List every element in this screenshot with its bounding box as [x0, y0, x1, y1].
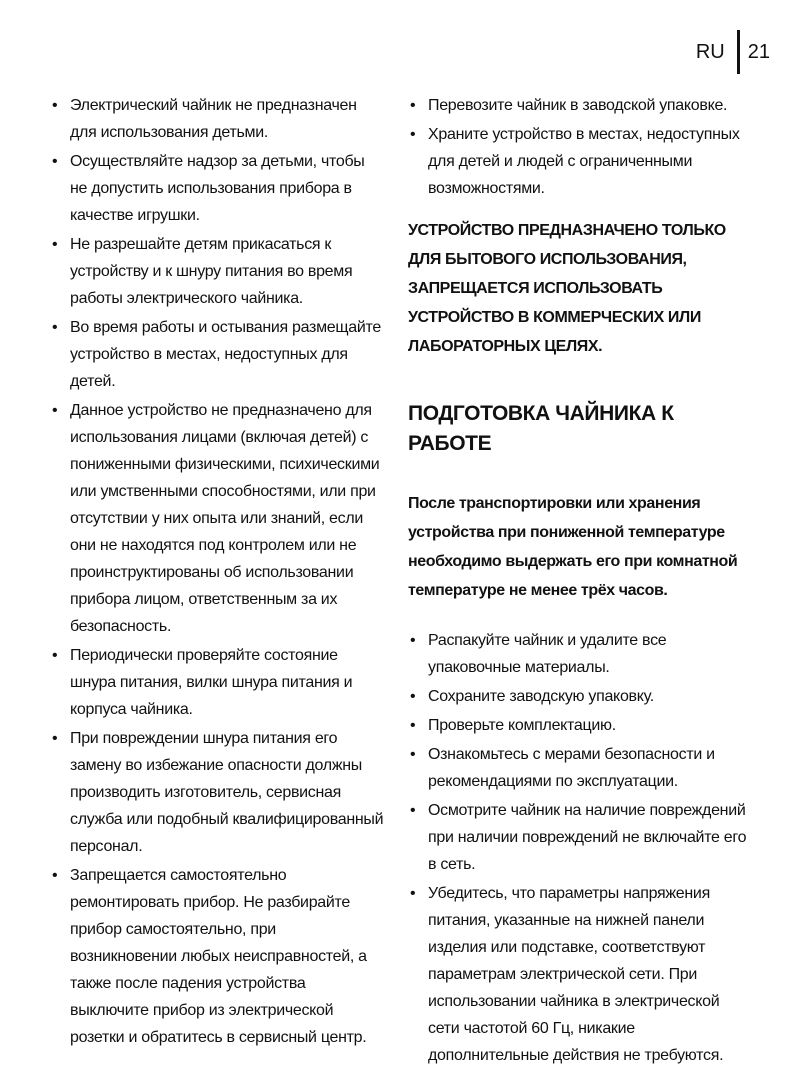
language-code: RU — [695, 40, 725, 63]
right-column — [408, 92, 750, 1071]
list-item: • Убедитесь, что параметры напряжения питания, указанные на нижней панели изделия или подставке, соответствуют параметрам электрической сети. При использовании чайника в электрической сети частотой 60 Гц, никакие дополнительные действия не требуются. — [408, 880, 750, 1069]
preparation-list — [408, 627, 750, 1069]
list-item: • Проверьте комплектацию. — [408, 712, 750, 739]
list-item: • При повреждении шнура питания его замену во избежание опасности должны производить изготовитель, сервисная служба или подобный квалифицированный персонал. — [50, 725, 385, 860]
list-item: • Ознакомьтесь с мерами безопасности и рекомендациями по эксплуатации. — [408, 741, 750, 795]
list-item: • Во время работы и остывания размещайте устройство в местах, недоступных для детей. — [50, 314, 385, 395]
page-header — [696, 30, 770, 74]
list-item: • Перевозите чайник в заводской упаковке. — [408, 92, 750, 119]
list-item: • Не разрешайте детям прикасаться к устройству и к шнуру питания во время работы электрического чайника. — [50, 231, 385, 312]
safety-list — [50, 92, 385, 1051]
list-item: • Осмотрите чайник на наличие повреждений при наличии повреждений не включайте его в сеть. — [408, 797, 750, 878]
list-item: • Периодически проверяйте состояние шнура питания, вилки шнура питания и корпуса чайника. — [50, 642, 385, 723]
list-item: • Распакуйте чайник и удалите все упаковочные материалы. — [408, 627, 750, 681]
preparation-lead: После транспортировки или хранения устройства при пониженной температуре необходимо выдержать его при комнатной температуре не менее трёх часов. — [408, 495, 738, 599]
list-item: • Электрический чайник не предназначен для использования детьми. — [50, 92, 385, 146]
left-column — [50, 92, 385, 1053]
section-title: ПОДГОТОВКА ЧАЙНИКА К РАБОТЕ — [408, 402, 674, 455]
list-item: • Сохраните заводскую упаковку. — [408, 683, 750, 710]
page-number: 21 — [747, 40, 770, 63]
list-item: • Храните устройство в местах, недоступных для детей и людей с ограниченными возможностями. — [408, 121, 750, 202]
list-item: • Данное устройство не предназначено для использования лицами (включая детей) с пониженными физическими, психическими или умственными способностями, или при отсутствии у них опыта или знаний, если они не находятся под контролем или не проинструктированы об использовании прибора лицом, ответственным за их безопасность. — [50, 397, 385, 640]
transport-list — [408, 92, 750, 202]
list-item: • Осуществляйте надзор за детьми, чтобы не допустить использования прибора в качестве игрушки. — [50, 148, 385, 229]
list-item: • Запрещается самостоятельно ремонтировать прибор. Не разбирайте прибор самостоятельно, при возникновении любых неисправностей, а также после падения устройства выключите прибор из электрической розетки и обратитесь в сервисный центр. — [50, 862, 385, 1051]
household-use-notice: УСТРОЙСТВО ПРЕДНАЗНАЧЕНО ТОЛЬКО ДЛЯ БЫТОВОГО ИСПОЛЬЗОВАНИЯ, ЗАПРЕЩАЕТСЯ ИСПОЛЬЗОВАТЬ УСТРОЙСТВО В КОММЕРЧЕСКИХ ИЛИ ЛАБОРАТОРНЫХ ЦЕЛЯХ. — [408, 222, 726, 355]
